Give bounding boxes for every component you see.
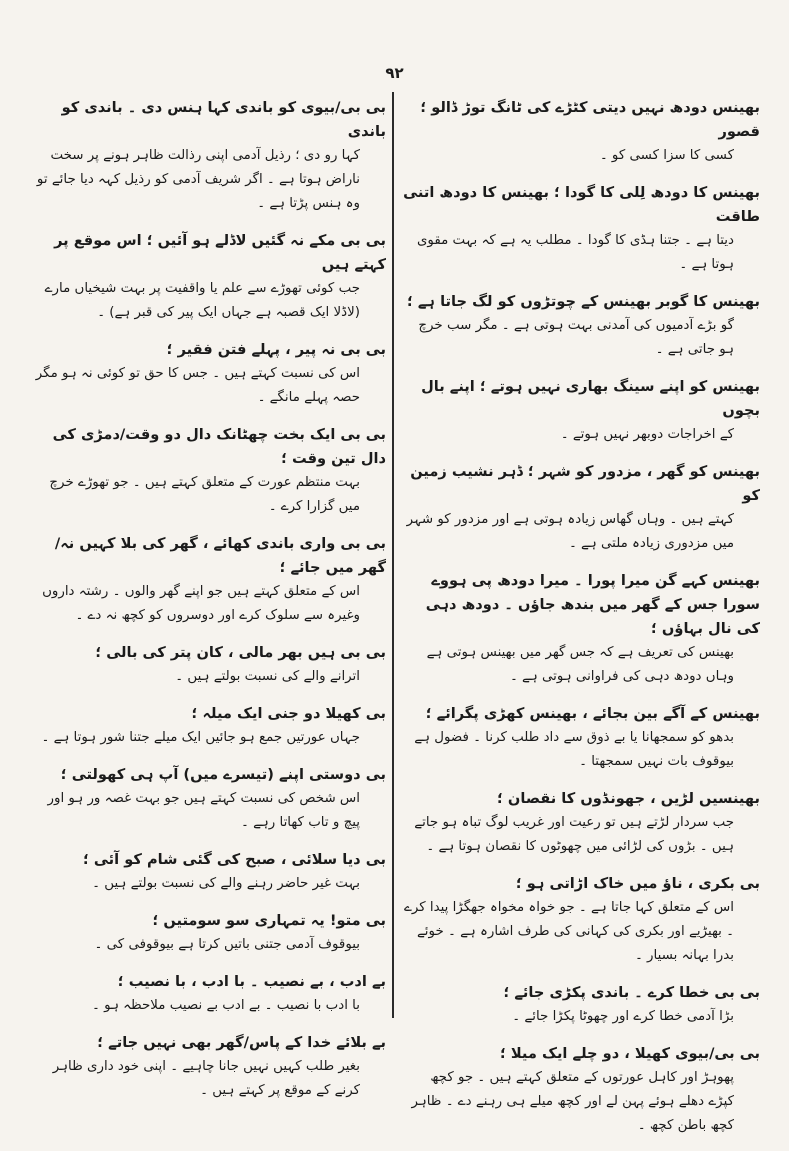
proverb-headword: بے ادب ، بے نصیب ۔ با ادب ، با نصیب ؛: [117, 973, 386, 990]
proverb-headword: بی بی ہیں بھر مالی ، کان پتر کی بالی ؛: [95, 644, 386, 661]
proverb-meaning: بہت غیر حاضر رہنے والے کی نسبت بولتے ہیں ۔: [92, 876, 360, 891]
proverb-entry: [28, 970, 386, 1018]
proverb-headword: بی بکری ، ناؤ میں خاک اڑاتی ہو ؛: [515, 875, 760, 892]
proverb-entry: [402, 460, 760, 556]
proverb-meaning: پھوہڑ اور کاہل عورتوں کے متعلق کہتے ہیں ۔ جو کچھ کپڑے دھلے ہوئے پہن لے اور کچھ میلے ہی رہنے دے ۔ ظاہر کچھ باطن کچھ ۔: [411, 1070, 734, 1133]
proverb-headword: بھینس کو گھر ، مزدور کو شہر ؛ ڈہر نشیب زمین کو: [410, 463, 760, 504]
proverb-entry: [28, 702, 386, 750]
proverb-meaning: اس شخص کی نسبت کہتے ہیں جو بہت غصہ ور ہو اور پیچ و تاب کھاتا رہے ۔: [47, 791, 360, 830]
proverb-meaning: اس کے متعلق کہا جاتا ہے ۔ جو خواہ مخواہ جھگڑا پیدا کرے ۔ بھیڑیے اور بکری کی کہانی کی طرف اشارہ ہے ۔ خوئے بدرا بہانہ بسیار ۔: [404, 900, 734, 963]
proverb-headword: بھینس کہے گن میرا پورا ۔ میرا دودھ پی ہووے سورا جس کے گھر میں بندھ جاؤں ۔ دودھ دہی کی نال بہاؤں ؛: [425, 572, 760, 637]
proverb-headword: بھینس کا دودھ لِلی کا گودا ؛ بھینس کا دودھ اتنی طاقت: [403, 184, 760, 225]
proverb-entry: [28, 1031, 386, 1103]
proverb-entry: [28, 423, 386, 519]
proverb-headword: بھینس کا گوبر بھینس کے چوتڑوں کو لگ جاتا ہے ؛: [406, 293, 760, 310]
proverb-entry: [402, 181, 760, 277]
proverb-meaning: جب سردار لڑتے ہیں تو رعیت اور غریب لوگ تباہ ہو جاتے ہیں ۔ بڑوں کی لڑائی میں چھوٹوں کا نقصان ہوتا ہے ۔: [414, 815, 734, 854]
proverb-headword: بے بلائے خدا کے پاس/گھر بھی نہیں جاتے ؛: [97, 1034, 386, 1051]
proverb-headword: بی بی ایک بخت چھٹانک دال دو وقت/دمڑی کی دال تین وقت ؛: [52, 426, 386, 467]
left-column: [28, 96, 386, 1116]
proverb-headword: بی بی مکے نہ گئیں لاڈلے ہو آئیں ؛ اس موقع پر کہتے ہیں: [54, 232, 386, 273]
proverb-headword: بی متو! یہ تمہاری سو سومتیں ؛: [152, 912, 386, 929]
proverb-headword: بھینسیں لڑیں ، جھونڈوں کا نقصان ؛: [496, 790, 760, 807]
proverb-meaning: بہت منتظم عورت کے متعلق کہتے ہیں ۔ جو تھوڑے خرچ میں گزارا کرے ۔: [49, 475, 360, 514]
proverb-entry: [28, 848, 386, 896]
proverb-entry: [402, 569, 760, 689]
proverb-entry: [28, 229, 386, 325]
proverb-headword: بھینس دودھ نہیں دیتی کٹڑے کی ٹانگ توڑ ڈالو ؛ قصور: [420, 99, 760, 140]
proverb-entry: [402, 96, 760, 168]
right-column: [402, 96, 760, 1151]
proverb-meaning: گو بڑے آدمیوں کی آمدنی بہت ہوتی ہے ۔ مگر سب خرچ ہو جاتی ہے ۔: [418, 318, 734, 357]
proverb-meaning: بدھو کو سمجھانا یا بے ذوق سے داد طلب کرنا ۔ فضول ہے بیوقوف بات نہیں سمجھتا ۔: [414, 730, 734, 769]
proverb-headword: بی بی/بیوی کو باندی کہا ہنس دی ۔ باندی کو باندی: [61, 99, 386, 140]
proverb-meaning: کہتے ہیں ۔ وہاں گھاس زیادہ ہوتی ہے اور مزدور کو شہر میں مزدوری زیادہ ملتی ہے ۔: [406, 512, 734, 551]
proverb-entry: [28, 338, 386, 410]
proverb-meaning: اترانے والے کی نسبت بولتے ہیں ۔: [175, 669, 360, 684]
proverb-entry: [402, 787, 760, 859]
proverb-headword: بھینس کے آگے بین بجائے ، بھینس کھڑی پگرائے ؛: [425, 705, 760, 722]
proverb-meaning: بڑا آدمی خطا کرے اور چھوٹا پکڑا جائے ۔: [512, 1009, 734, 1024]
proverb-headword: بھینس کو اپنے سینگ بھاری نہیں ہوتے ؛ اپنے بال بچوں: [421, 378, 760, 419]
proverb-headword: بی بی واری باندی کھائے ، گھر کی بلا کہیں نہ/گھر میں جائے ؛: [54, 535, 386, 576]
proverb-headword: بی بی نہ پیر ، پہلے فتن فقیر ؛: [166, 341, 386, 358]
proverb-entry: [28, 909, 386, 957]
proverb-entry: [402, 1042, 760, 1138]
proverb-meaning: بھینس کی تعریف ہے کہ جس گھر میں بھینس ہوتی ہے وہاں دودھ دہی کی فراوانی ہوتی ہے ۔: [426, 645, 734, 684]
page-number: ۹۲: [385, 64, 404, 82]
proverb-entry: [402, 375, 760, 447]
proverb-meaning: کسی کا سزا کسی کو ۔: [599, 148, 734, 163]
proverb-meaning: دیتا ہے ۔ جتنا ہڈی کا گودا ۔ مطلب یہ ہے کہ بہت مقوی ہوتا ہے ۔: [416, 233, 734, 272]
proverb-entry: [402, 702, 760, 774]
proverb-meaning: با ادب با نصیب ۔ بے ادب بے نصیب ملاحظہ ہو ۔: [92, 998, 360, 1013]
proverb-meaning: جہاں عورتیں جمع ہو جائیں ایک میلے جتنا شور ہوتا ہے ۔: [41, 730, 360, 745]
proverb-headword: بی بی خطا کرے ۔ باندی پکڑی جائے ؛: [503, 984, 760, 1001]
proverb-meaning: کہا رو دی ؛ رذیل آدمی اپنی رذالت ظاہر ہونے پر سخت ناراض ہوتا ہے ۔ اگر شریف آدمی کو رذیل کہہ دیا جائے تو وہ ہنس پڑتا ہے ۔: [36, 148, 360, 211]
proverb-meaning: اس کے متعلق کہتے ہیں جو اپنے گھر والوں ۔ رشتہ داروں وغیرہ سے سلوک کرے اور دوسروں کو کچھ نہ دے ۔: [42, 584, 360, 623]
proverb-meaning: کے اخراجات دوبھر نہیں ہوتے ۔: [560, 427, 734, 442]
column-divider: [392, 92, 394, 1018]
proverb-meaning: بغیر طلب کہیں نہیں جانا چاہیے ۔ اپنی خود داری ظاہر کرنے کے موقع پر کہتے ہیں ۔: [52, 1059, 360, 1098]
proverb-entry: [402, 981, 760, 1029]
proverb-entry: [28, 641, 386, 689]
proverb-entry: [28, 763, 386, 835]
proverb-meaning: اس کی نسبت کہتے ہیں ۔ جس کا حق تو کوئی نہ ہو مگر حصہ پہلے مانگے ۔: [35, 366, 360, 405]
proverb-entry: [402, 872, 760, 968]
proverb-entry: [28, 532, 386, 628]
proverb-entry: [28, 96, 386, 216]
proverb-headword: بی بی/بیوی کھیلا ، دو چلے ایک میلا ؛: [499, 1045, 760, 1062]
proverb-meaning: بیوقوف آدمی جتنی باتیں کرتا ہے بیوقوفی کی ۔: [94, 937, 360, 952]
proverb-headword: بی دیا سلائی ، صبح کی گئی شام کو آئی ؛: [82, 851, 386, 868]
proverb-entry: [402, 290, 760, 362]
proverb-headword: بی دوستی اپنے (تیسرے میں) آپ ہی کھولتی ؛: [60, 766, 386, 783]
proverb-meaning: جب کوئی تھوڑے سے علم یا واقفیت پر بہت شیخیاں مارے (لاڈلا ایک قصبہ ہے جہاں ایک پیر کی قبر ہے) ۔: [44, 281, 360, 320]
proverb-headword: بی کھیلا دو جنی ایک میلہ ؛: [191, 705, 386, 722]
